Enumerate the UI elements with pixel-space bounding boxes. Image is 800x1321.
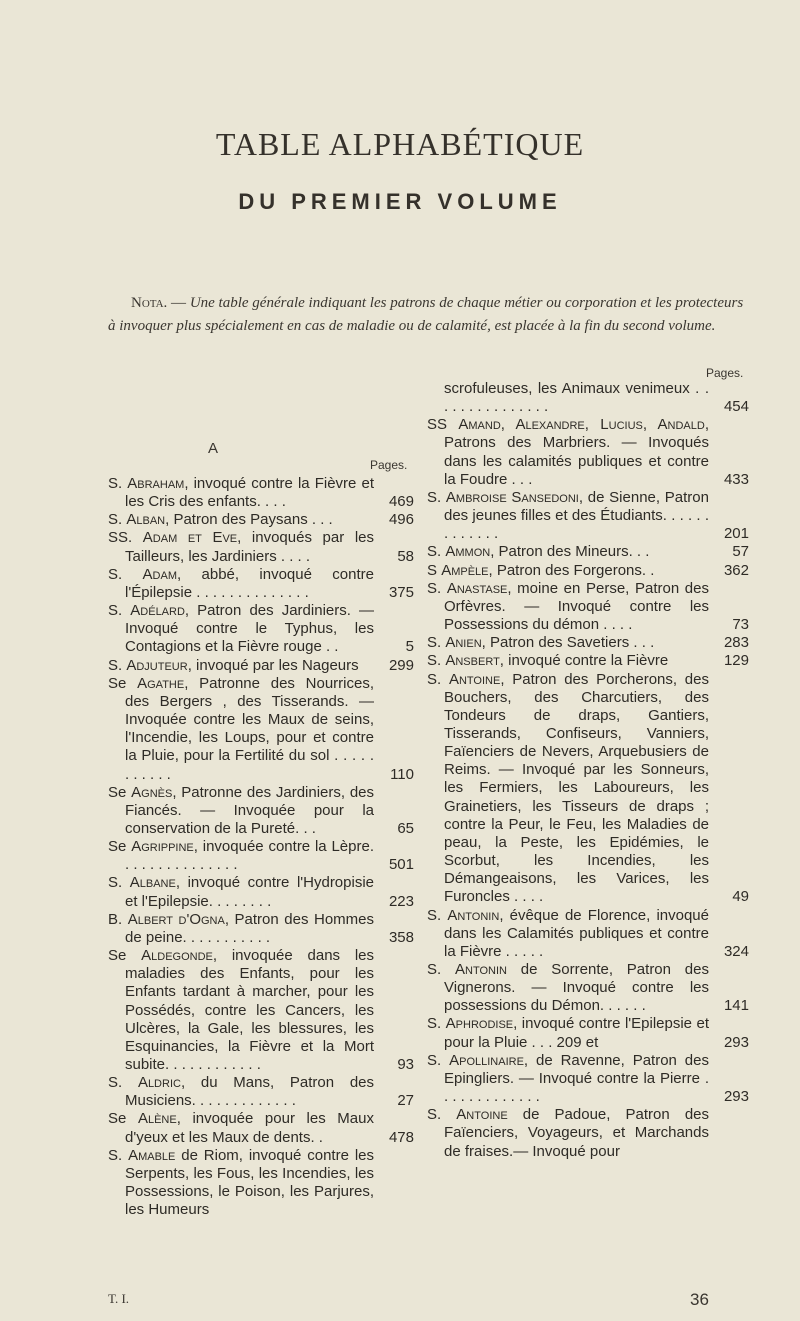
entry-saint-name: Albert d'Ogna xyxy=(127,910,225,928)
entry-page-number: 110 xyxy=(390,765,414,783)
entry-prefix: S. xyxy=(108,1146,123,1164)
index-entry xyxy=(427,1106,749,1160)
index-entry xyxy=(427,1052,749,1106)
entry-saint-name: Aldric xyxy=(137,1074,181,1092)
index-entry xyxy=(108,911,414,947)
entry-page-number: 501 xyxy=(388,856,414,874)
index-entry xyxy=(427,652,749,670)
entry-description: , Patron des Hommes de peine. . . . . . . . . . . xyxy=(125,910,374,946)
entry-saint-name: Aphrodise xyxy=(445,1015,514,1033)
entry-prefix: S. xyxy=(108,602,123,620)
index-entry xyxy=(108,1147,414,1220)
entry-prefix: S. xyxy=(427,488,442,506)
page-subtitle: DU PREMIER VOLUME xyxy=(238,189,562,214)
index-entry xyxy=(427,671,749,907)
entry-prefix: S. xyxy=(108,565,123,583)
entry-page-number: 27 xyxy=(397,1092,414,1110)
index-entry xyxy=(427,380,749,416)
entry-description: , Patron des Forgerons. . xyxy=(488,561,655,579)
index-entry xyxy=(427,489,749,543)
signature-mark: 36 xyxy=(690,1290,709,1309)
page-title: TABLE ALPHABÉTIQUE xyxy=(215,126,585,162)
index-entry xyxy=(108,874,414,910)
entry-saint-name: Alène xyxy=(137,1110,177,1128)
entry-saint-name: Apollinaire xyxy=(449,1051,524,1069)
entry-saint-name: Adjuteur xyxy=(126,656,188,674)
entry-prefix: Se xyxy=(108,947,127,965)
entry-page-number: 129 xyxy=(723,652,749,670)
index-entry xyxy=(427,961,749,1015)
entry-description: , abbé, invoqué contre l'Épilepsie . . . . . . . . . . . . . . xyxy=(125,565,374,601)
entry-page-number: 283 xyxy=(723,634,749,652)
entry-prefix: S. xyxy=(108,475,123,492)
entry-page-number: 57 xyxy=(732,543,749,561)
note-paragraph xyxy=(108,292,748,338)
entry-description: , du Mans, Patron des Musiciens. . . . . . . . . . . . . xyxy=(125,1074,375,1110)
entry-saint-name: Adélard xyxy=(130,602,185,620)
entry-description: , Patronne des Jardiniers, des Fiancés. — Invoquée pour la conservation de la Pureté. . . xyxy=(125,783,375,837)
entry-page-number: 293 xyxy=(723,1088,749,1106)
index-entry xyxy=(108,566,414,602)
entry-page-number: 469 xyxy=(388,493,414,511)
entry-prefix: SS xyxy=(427,416,448,434)
index-column-right xyxy=(427,380,749,1161)
entry-page-number: 362 xyxy=(723,561,749,579)
entry-prefix: Se xyxy=(108,838,127,856)
index-entry xyxy=(108,947,414,1074)
entry-saint-name: Adam et Eve xyxy=(142,529,238,547)
index-entry xyxy=(427,1015,749,1051)
entry-page-number: 5 xyxy=(405,638,414,656)
index-entry xyxy=(108,838,414,874)
entry-prefix: S. xyxy=(108,874,123,892)
entry-page-number: 299 xyxy=(388,656,414,674)
entry-description: de Sorrente, Patron des Vignerons. — Invoqué contre les possessions du Démon. . . . . . xyxy=(444,961,709,1015)
index-entry xyxy=(427,562,749,580)
entry-prefix: S. xyxy=(427,1106,442,1124)
entry-description: , invoqué contre l'Hydropisie et l'Epilepsie. . . . . . . . xyxy=(125,874,375,910)
entry-saint-name: Anien xyxy=(445,634,482,652)
entry-prefix: Se xyxy=(108,1110,127,1128)
index-entry xyxy=(108,602,414,656)
entry-prefix: S. xyxy=(427,1051,442,1069)
entry-saint-name: Ampèle xyxy=(441,561,489,579)
entry-description: de Riom, invoqué contre les Serpents, les Fous, les Incendies, les Possessions, le Poison, les Parjures, les Humeurs xyxy=(125,1146,374,1219)
entry-saint-name: Ambroise Sansedoni xyxy=(445,488,579,506)
entry-description: , Patron des Paysans . . . xyxy=(165,511,333,529)
entry-prefix: Se xyxy=(108,783,127,801)
entry-prefix: S. xyxy=(427,961,442,978)
entry-saint-name: Agrippine xyxy=(131,838,194,856)
entry-prefix: S. xyxy=(427,652,442,670)
entry-prefix: S. xyxy=(108,511,123,529)
index-entry xyxy=(427,416,749,489)
entry-saint-name: Antonin xyxy=(455,961,507,978)
entry-saint-name: Aldegonde xyxy=(141,947,213,965)
index-entry xyxy=(108,475,414,511)
entry-prefix: S. xyxy=(108,656,123,674)
entry-prefix: S. xyxy=(427,634,442,652)
entry-description: , Patron des Mineurs. . . xyxy=(490,543,650,561)
entry-prefix: S. xyxy=(427,906,442,924)
entry-saint-name: Ansbert xyxy=(445,652,500,670)
entry-description: , moine en Perse, Patron des Orfèvres. — Invoqué contre les Possessions du démon . . . . xyxy=(444,579,709,634)
entry-description: , invoquée contre la Lèpre. . . . . . . . . . . . . . . xyxy=(125,838,374,874)
index-entry xyxy=(427,543,749,561)
entry-saint-name: Antoine xyxy=(456,1106,508,1124)
entry-page-number: 496 xyxy=(388,511,414,529)
entry-description: , Patron des Porcherons, des Bouchers, des Charcutiers, des Tondeurs de draps, Gantiers, Tisserands, Confiseurs, Vanniers, Faïenciers de Nevers, Arquebusiers de Reims. — Invoqué par les Sonneurs, les Fermiers, les Laboureurs, les Grainetiers, les Tisseurs de draps ; contre la Peur, le Feu, les Maladies de peau, la Peste, les Epidémies, le Scorbut, les Incendies, les Démangeaisons, les Varices, les Furoncles . . . . xyxy=(444,670,709,906)
entry-description: , Patrons des Marbriers. — Invoqués dans les calamités publiques et contre la Foudre . . . xyxy=(444,416,709,488)
entry-description: , Patron des Savetiers . . . xyxy=(481,634,655,652)
index-entry xyxy=(108,675,414,784)
entry-page-number: 223 xyxy=(388,892,414,910)
pages-header-right: Pages. xyxy=(706,366,744,380)
index-entry xyxy=(427,907,749,961)
entry-description: de Padoue, Patron des Faïenciers, Voyageurs, et Marchands de fraises.— Invoqué pour xyxy=(444,1106,710,1160)
entry-saint-name: Abraham xyxy=(127,475,185,492)
entry-page-number: 324 xyxy=(723,942,749,960)
entry-page-number: 73 xyxy=(732,616,749,634)
volume-mark: T. I. xyxy=(108,1291,130,1306)
entry-saint-name: Agnès xyxy=(131,783,173,801)
entry-prefix: S. xyxy=(427,1015,442,1033)
note-text: Une table générale indiquant les patrons de chaque métier ou corporation et les protecteurs à invoquer plus spécialement en cas de maladie ou de calamité, est placée à la fin du second volume. xyxy=(108,295,744,334)
entry-saint-name: Antoine xyxy=(448,670,501,688)
entry-saint-name: Albane xyxy=(129,874,176,892)
entry-saint-name: Amand, Alexandre, Lucius, Andald xyxy=(458,416,705,434)
entry-description: , invoqué contre l'Epilepsie et pour la Pluie . . . 209 et xyxy=(444,1015,710,1051)
index-entry xyxy=(427,580,749,634)
section-letter: A xyxy=(208,440,219,457)
entry-saint-name: Alban xyxy=(126,511,166,529)
index-entry xyxy=(108,1110,414,1146)
entry-page-number: 454 xyxy=(723,398,749,416)
entry-page-number: 201 xyxy=(723,525,749,543)
entry-saint-name: Agathe xyxy=(137,674,185,692)
entry-description: , invoquée pour les Maux d'yeux et les Maux de dents. . xyxy=(125,1110,374,1146)
entry-page-number: 375 xyxy=(388,583,414,601)
entry-prefix: Se xyxy=(108,674,127,692)
entry-description: , invoqué contre la Fièvre xyxy=(499,652,669,670)
entry-page-number: 141 xyxy=(723,997,749,1015)
entry-description: , invoqués par les Tailleurs, les Jardiniers . . . . xyxy=(125,529,374,565)
note-lead: Nota. — xyxy=(131,295,187,311)
entry-prefix: S. xyxy=(427,543,442,561)
entry-saint-name: Ammon xyxy=(445,543,491,561)
index-entry xyxy=(108,784,414,838)
index-entry xyxy=(108,529,414,565)
entry-page-number: 49 xyxy=(732,888,749,906)
entry-description: , de Sienne, Patron des jeunes filles et des Étudiants. . . . . . . . . . . . . xyxy=(444,488,709,543)
index-entry xyxy=(108,511,414,529)
entry-description: , Patronne des Nourrices, des Bergers , des Tisserands. — Invoquée contre les Maux de seins, l'Incendie, les Loups, pour et contre la Pluie, pour la Fertilité du sol . . . . . . . . . . . xyxy=(125,674,374,783)
index-entry xyxy=(427,634,749,652)
entry-description: , invoqué contre la Fièvre et les Cris des enfants. . . . xyxy=(125,475,374,511)
entry-saint-name: Amable xyxy=(128,1146,176,1164)
entry-description: , invoqué par les Nageurs xyxy=(187,656,359,674)
entry-page-number: 93 xyxy=(397,1056,414,1073)
entry-prefix: S xyxy=(427,561,438,579)
entry-prefix: S. xyxy=(427,579,442,597)
index-entry xyxy=(108,1074,414,1110)
entry-saint-name: Anastase xyxy=(446,579,508,597)
entry-prefix: S. xyxy=(427,670,442,688)
pages-header-left: Pages. xyxy=(370,458,408,472)
entry-description: , de Ravenne, Patron des Epingliers. — Invoqué contre la Pierre . . . . . . . . . . . . . xyxy=(444,1051,709,1106)
entry-prefix: B. xyxy=(108,910,123,928)
entry-saint-name: Adam xyxy=(142,565,177,583)
entry-page-number: 478 xyxy=(388,1128,414,1146)
entry-page-number: 433 xyxy=(723,470,749,488)
entry-page-number: 65 xyxy=(397,819,414,837)
entry-description: , invoquée dans les maladies des Enfants, pour les Enfants tardant à marcher, pour les Possédés, contre les Cancers, les Ulcères, la Gale, les blessures, les Esquinancies, la Fièvre et la Mort subite. . . . . . . . . . . . xyxy=(125,947,374,1073)
index-column-left xyxy=(108,475,414,1219)
entry-page-number: 358 xyxy=(388,928,414,946)
entry-page-number: 58 xyxy=(397,547,414,565)
entry-description: , Patron des Jardiniers. — Invoqué contre le Typhus, les Contagions et la Fièvre rouge . . xyxy=(125,602,374,656)
entry-prefix: S. xyxy=(108,1074,123,1092)
entry-page-number: 293 xyxy=(723,1033,749,1051)
entry-description: , évêque de Florence, invoqué dans les Calamités publiques et contre la Fièvre . . . . . xyxy=(444,906,709,960)
index-entry xyxy=(108,657,414,675)
entry-prefix: SS. xyxy=(108,529,133,547)
entry-saint-name: Antonin xyxy=(447,906,500,924)
entry-description: scrofuleuses, les Animaux venimeux . . . . . . . . . . . . . . . xyxy=(444,380,709,416)
